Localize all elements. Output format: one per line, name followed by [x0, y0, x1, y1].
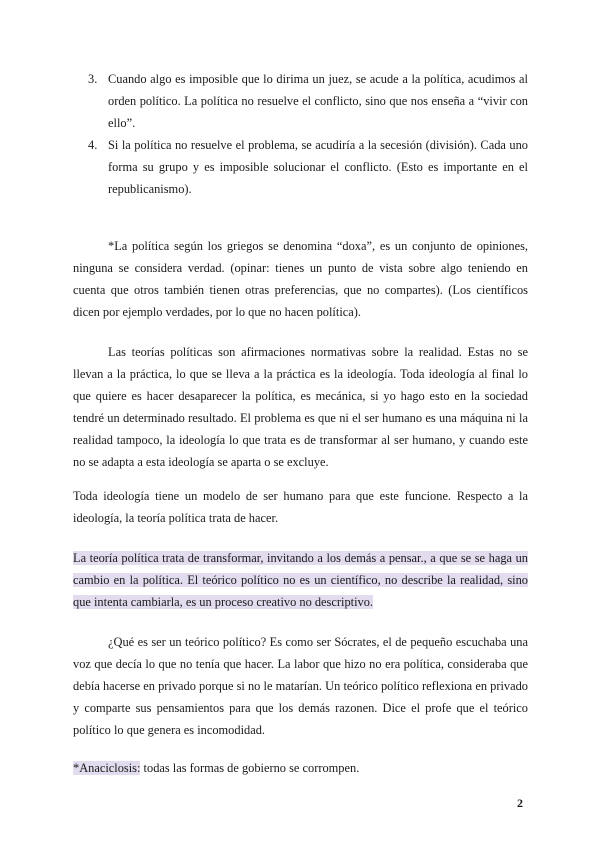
- paragraph-ideologia: Toda ideología tiene un modelo de ser humano para que este funcione. Respecto a la ideología, la teoría política trata de hacer.: [73, 489, 528, 525]
- anaciclosis-term: *Anaciclosis:: [73, 761, 141, 775]
- paragraph-anaciclosis: [73, 757, 528, 779]
- list-item: [88, 68, 528, 134]
- paragraph-teorias: Las teorías políticas son afirmaciones normativas sobre la realidad. Estas no se llevan a la práctica, lo que se lleva a la práctica es la ideología. Toda ideología al final lo que quiere es hacer desaparecer la política, es mecánica, si yo hago esto en la sociedad tendré un determinado resultado. El problema es que ni el ser humano es una máquina ni la realidad tampoco, la ideología lo que trata es de transformar al ser humano, y cuando este no se adapta a esta ideología se aparta o se excluye.: [73, 345, 528, 469]
- list-item-number: 3.: [88, 72, 98, 86]
- list-item-number: 4.: [88, 138, 98, 152]
- list-item-text: Cuando algo es imposible que lo dirima un juez, se acude a la política, acudimos al orden político. La política no resuelve el conflicto, sino que nos enseña a “vivir con ello”.: [108, 72, 528, 130]
- paragraph-highlighted: [73, 547, 528, 613]
- list-item: [88, 134, 528, 200]
- anaciclosis-definition: todas las formas de gobierno se corrompen.: [140, 761, 360, 775]
- highlighted-text: La teoría política trata de transformar, invitando a los demás a pensar., a que se se haga un cambio en la política. El teórico político no es un científico, no describe la realidad, sino que intenta cambiarla, es un proceso creativo no descriptivo.: [73, 551, 528, 609]
- list-item-text: Si la política no resuelve el problema, se acudiría a la secesión (división). Cada uno forma su grupo y es imposible solucionar el conflicto. (Esto es importante en el republicanismo).: [108, 138, 528, 196]
- page-number: 2: [517, 796, 523, 810]
- paragraph-socrates: ¿Qué es ser un teórico político? Es como ser Sócrates, el de pequeño escuchaba una voz que decía lo que no tenía que hacer. La labor que hizo no era política, consideraba que debía hacerse en privado porque si no le matarían. Un teórico político reflexiona en privado y comparte sus pensamientos para que los demás razonen. Dice el profe que el teórico político lo que genera es incomodidad.: [73, 635, 528, 737]
- paragraph-doxa: *La política según los griegos se denomina “doxa”, es un conjunto de opiniones, ninguna se considera verdad. (opinar: tienes un punto de vista sobre algo teniendo en cuenta que otros también tienen otras preferencias, que no compartes). (Los científicos dicen por ejemplo verdades, por lo que no hacen política).: [73, 239, 528, 319]
- numbered-list: [88, 68, 528, 200]
